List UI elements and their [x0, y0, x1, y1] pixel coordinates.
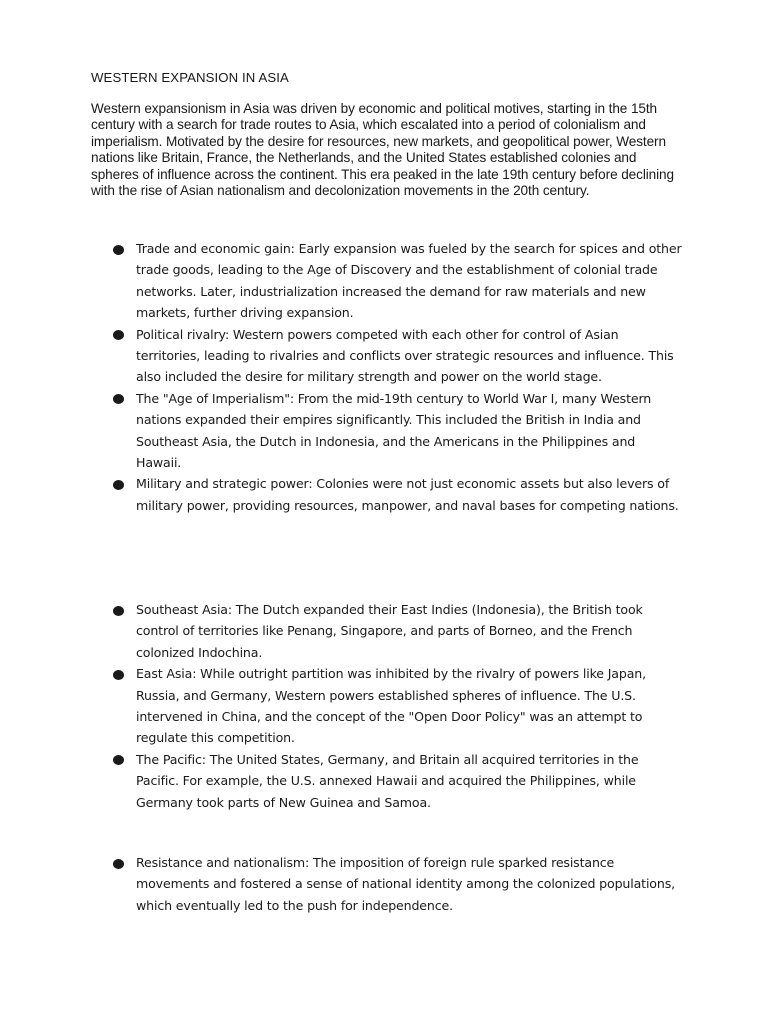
list-item-text: The Pacific: The United States, Germany, and Britain all acquired territories in the Pacific. For example, the U.S. annexed Hawaii and acquired the Philippines, while Germany took parts of New Guinea and Samoa. — [136, 751, 639, 810]
bullet-icon — [113, 606, 124, 616]
consequences-list — [112, 852, 682, 916]
intro-paragraph: Western expansionism in Asia was driven by economic and political motives, starting in the 15th century with a search for trade routes to Asia, which escalated into a period of colonialism and imperialism. Motivated by the desire for resources, new markets, and geopolitical power, Western nations like Britain, France, the Netherlands, and the United States established colonies and spheres of influence across the continent. This era peaked in the late 19th century before declining with the rise of Asian nationalism and decolonization movements in the 20th century. — [91, 101, 674, 199]
document-title: WESTERN EXPANSION IN ASIA — [91, 70, 289, 85]
list-item — [112, 852, 682, 916]
list-item — [112, 473, 682, 516]
list-item — [112, 388, 682, 474]
bullet-icon — [113, 245, 124, 255]
bullet-icon — [113, 670, 124, 680]
list-item-text: Trade and economic gain: Early expansion was fueled by the search for spices and other trade goods, leading to the Age of Discovery and the establishment of colonial trade networks. Later, industrialization increased the demand for raw materials and new markets, further driving expansion. — [136, 241, 682, 321]
list-item — [112, 599, 682, 663]
motives-list — [112, 238, 682, 516]
list-item-text: Southeast Asia: The Dutch expanded their East Indies (Indonesia), the British took control of territories like Penang, Singapore, and parts of Borneo, and the French colonized Indochina. — [136, 602, 643, 660]
bullet-icon — [113, 394, 124, 404]
regions-list — [112, 599, 682, 813]
list-item-text: The "Age of Imperialism": From the mid-19th century to World War I, many Western nations expanded their empires significantly. This included the British in India and Southeast Asia, the Dutch in Indonesia, and the Americans in the Philippines and Hawaii. — [136, 390, 652, 471]
list-item — [112, 749, 682, 813]
bullet-icon — [113, 755, 124, 765]
list-item — [112, 238, 682, 324]
list-item-text: Resistance and nationalism: The imposition of foreign rule sparked resistance movements and fostered a sense of national identity among the colonized populations, which eventually led to the push for independence. — [136, 855, 675, 913]
bullet-icon — [113, 480, 124, 490]
list-item-text: Military and strategic power: Colonies were not just economic assets but also levers of military power, providing resources, manpower, and naval bases for competing nations. — [136, 476, 679, 513]
bullet-icon — [113, 330, 124, 340]
list-item-text: East Asia: While outright partition was inhibited by the rivalry of powers like Japan, Russia, and Germany, Western powers established spheres of influence. The U.S. intervened in China, and the concept of the "Open Door Policy" was an attempt to regulate this competition. — [136, 666, 646, 746]
list-item — [112, 663, 682, 749]
bullet-icon — [113, 859, 124, 869]
list-item — [112, 324, 682, 388]
list-item-text: Political rivalry: Western powers competed with each other for control of Asian territories, leading to rivalries and conflicts over strategic resources and influence. This also included the desire for military strength and power on the world stage. — [136, 326, 674, 385]
